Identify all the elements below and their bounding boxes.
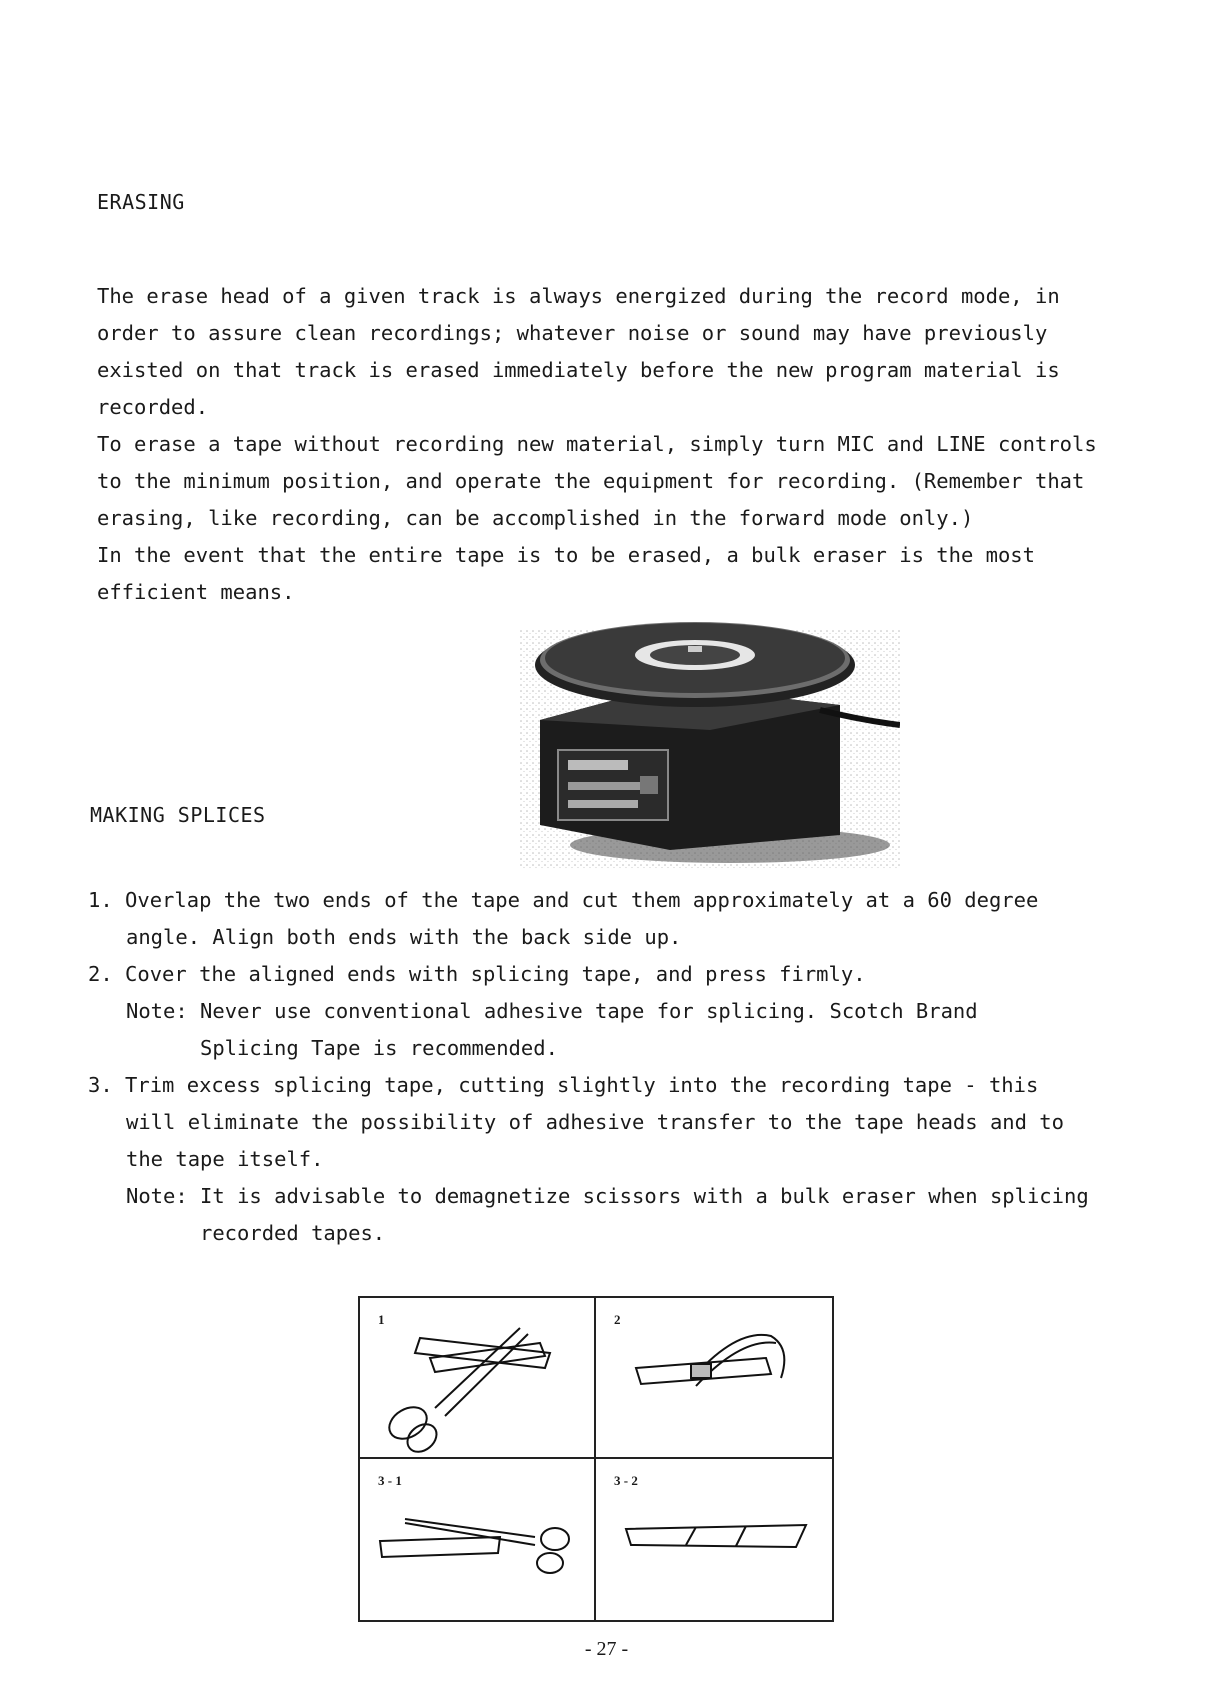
- finished-splice-drawing: [596, 1459, 832, 1620]
- figure-cell-1: [360, 1298, 596, 1459]
- scissors-cutting-tape-drawing: [360, 1298, 596, 1459]
- figure-cell-3-1: [360, 1459, 596, 1620]
- erasing-line: recorded.: [97, 395, 209, 419]
- bulk-eraser-photo: [520, 600, 900, 870]
- figure-cell-2: [596, 1298, 832, 1459]
- figure-cell-3-2: [596, 1459, 832, 1620]
- splices-heading: MAKING SPLICES: [90, 803, 266, 827]
- erasing-line: order to assure clean recordings; whatever noise or sound may have previously: [97, 321, 1048, 345]
- figure-cell-label: 3 - 2: [614, 1473, 638, 1488]
- erasing-line: efficient means.: [97, 580, 295, 604]
- erasing-line: to the minimum position, and operate the equipment for recording. (Remember that: [97, 469, 1085, 493]
- splice-note-line: recorded tapes.: [200, 1221, 386, 1245]
- splicing-figure: [358, 1296, 834, 1622]
- figure-cell-label: 2: [614, 1312, 621, 1327]
- erasing-paragraph: [97, 278, 1097, 611]
- splice-note-line: Note: Never use conventional adhesive tape for splicing. Scotch Brand: [126, 999, 978, 1023]
- erasing-line: existed on that track is erased immediately before the new program material is: [97, 358, 1060, 382]
- splice-step-3-line: will eliminate the possibility of adhesive transfer to the tape heads and to: [126, 1110, 1064, 1134]
- erasing-line: To erase a tape without recording new material, simply turn MIC and LINE controls: [97, 432, 1097, 456]
- erasing-line: In the event that the entire tape is to be erased, a bulk eraser is the most: [97, 543, 1035, 567]
- erasing-line: erasing, like recording, can be accomplished in the forward mode only.): [97, 506, 974, 530]
- erasing-heading: ERASING: [97, 190, 185, 214]
- erasing-line: The erase head of a given track is always energized during the record mode, in: [97, 284, 1060, 308]
- splice-step-3-line: 3. Trim excess splicing tape, cutting slightly into the recording tape - this: [88, 1073, 1039, 1097]
- figure-cell-label: 1: [378, 1312, 385, 1327]
- splice-note-line: Splicing Tape is recommended.: [200, 1036, 558, 1060]
- splice-step-2-line: 2. Cover the aligned ends with splicing tape, and press firmly.: [88, 962, 866, 986]
- splice-step-1-line: 1. Overlap the two ends of the tape and cut them approximately at a 60 degree: [88, 888, 1039, 912]
- splice-step-1-line: angle. Align both ends with the back side up.: [126, 925, 682, 949]
- page-number: - 27 -: [584, 1638, 629, 1660]
- splice-step-3-line: the tape itself.: [126, 1147, 324, 1171]
- splice-note-line: Note: It is advisable to demagnetize scissors with a bulk eraser when splicing: [126, 1184, 1089, 1208]
- figure-cell-label: 3 - 1: [378, 1473, 402, 1488]
- trimming-splice-drawing: [360, 1459, 596, 1620]
- applying-splicing-tape-drawing: [596, 1298, 832, 1459]
